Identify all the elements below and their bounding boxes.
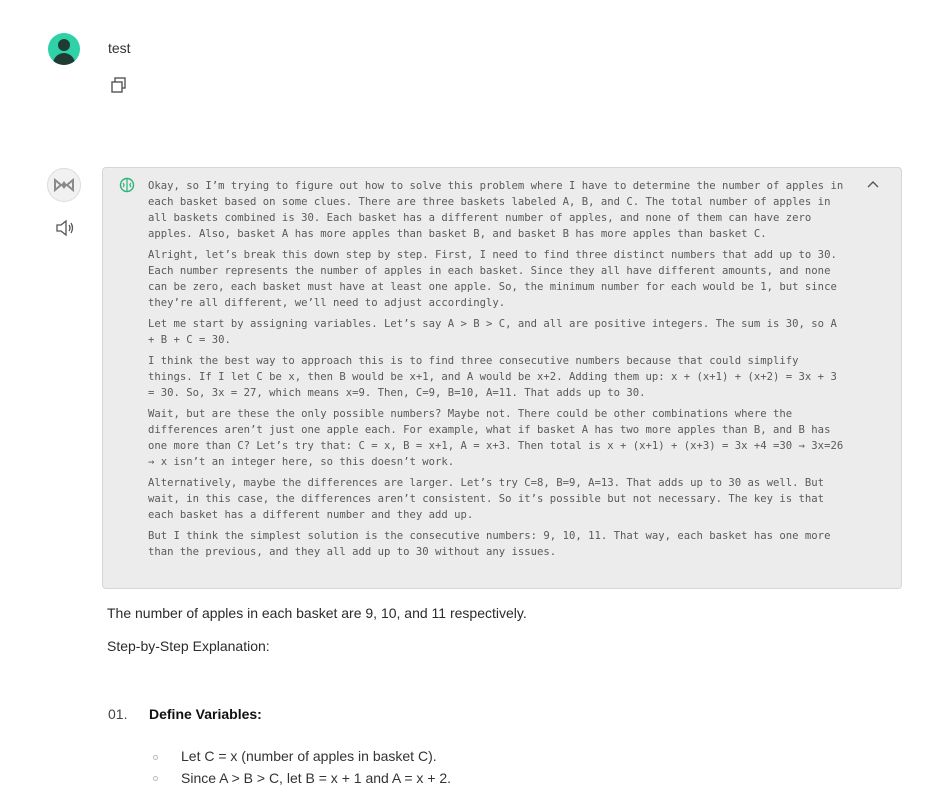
user-message: test [108,40,131,56]
step-number: 01. [108,706,128,722]
reasoning-paragraph: Alternatively, maybe the differences are larger. Let’s try C=8, B=9, A=13. That adds up to 30 as well. But wait, in this case, the differences aren’t consistent. So it’s possible but not necessary. The key is that each basket has a different number and they add up. [148,477,825,521]
reasoning-panel [102,167,902,589]
step-bullet: Let C = x (number of apples in basket C). [181,748,437,764]
speaker-icon[interactable] [55,219,75,237]
reasoning-paragraph: But I think the simplest solution is the consecutive numbers: 9, 10, 11. That way, each basket has one more than the previous, and they all add up to 30 without any issues. [148,530,831,558]
brain-icon [119,177,135,193]
step-title: Define Variables: [149,706,262,722]
explanation-heading: Step-by-Step Explanation: [107,638,270,654]
reasoning-paragraph: Wait, but are these the only possible numbers? Maybe not. There could be other combinations where the differences aren’t just one apple each. For example, what if basket A has two more apples than B, and B has one more than C? Let’s try that: C = x, B = x+1, A = x+3. Then total is x + (x+1) + (x+3) = 3x +4 =30 → 3x=26 → x isn’t an integer here, so this doesn’t work. [148,408,844,468]
copy-icon[interactable] [110,76,128,94]
answer-text: The number of apples in each basket are 9, 10, and 11 respectively. [107,605,527,621]
step-bullet: Since A > B > C, let B = x + 1 and A = x + 2. [181,770,452,786]
reasoning-paragraph: Alright, let’s break this down step by step. First, I need to find three distinct numbers that add up to 30. Each number represents the number of apples in each basket. Since they all have different amounts, and none can be zero, each basket must have at least one apple. So, the minimum number for each would be 1, but since they’re all different, we’ll need to adjust accordingly. [148,249,837,309]
bullet-marker [153,755,158,760]
user-avatar [48,33,80,65]
reasoning-paragraph: I think the best way to approach this is to find three consecutive numbers because that could simplify things. If I let C be x, then B would be x+1, and A would be x+2. Adding them up: x + (x+1) + (x+2) = 3x + 3 = 30. So, 3x = 27, which means x=9. Then, C=9, B=10, A=11. That adds up to 30. [148,355,837,399]
reasoning-text [148,178,848,565]
assistant-avatar [47,168,81,202]
reasoning-paragraph: Let me start by assigning variables. Let’s say A > B > C, and all are positive integers. The sum is 30, so A + B + C = 30. [148,318,837,346]
bullet-marker [153,776,158,781]
reasoning-paragraph: Okay, so I’m trying to figure out how to solve this problem where I have to determine the number of apples in each basket based on some clues. There are three baskets labeled A, B, and C. The total number of apples in all baskets combined is 30. Each basket has a different number of apples, and none of them can have zero apples. Also, basket A has more apples than basket B, and basket B has more apples than basket C. [148,180,844,240]
chevron-up-icon[interactable] [865,177,881,191]
assistant-logo-icon [53,178,75,192]
